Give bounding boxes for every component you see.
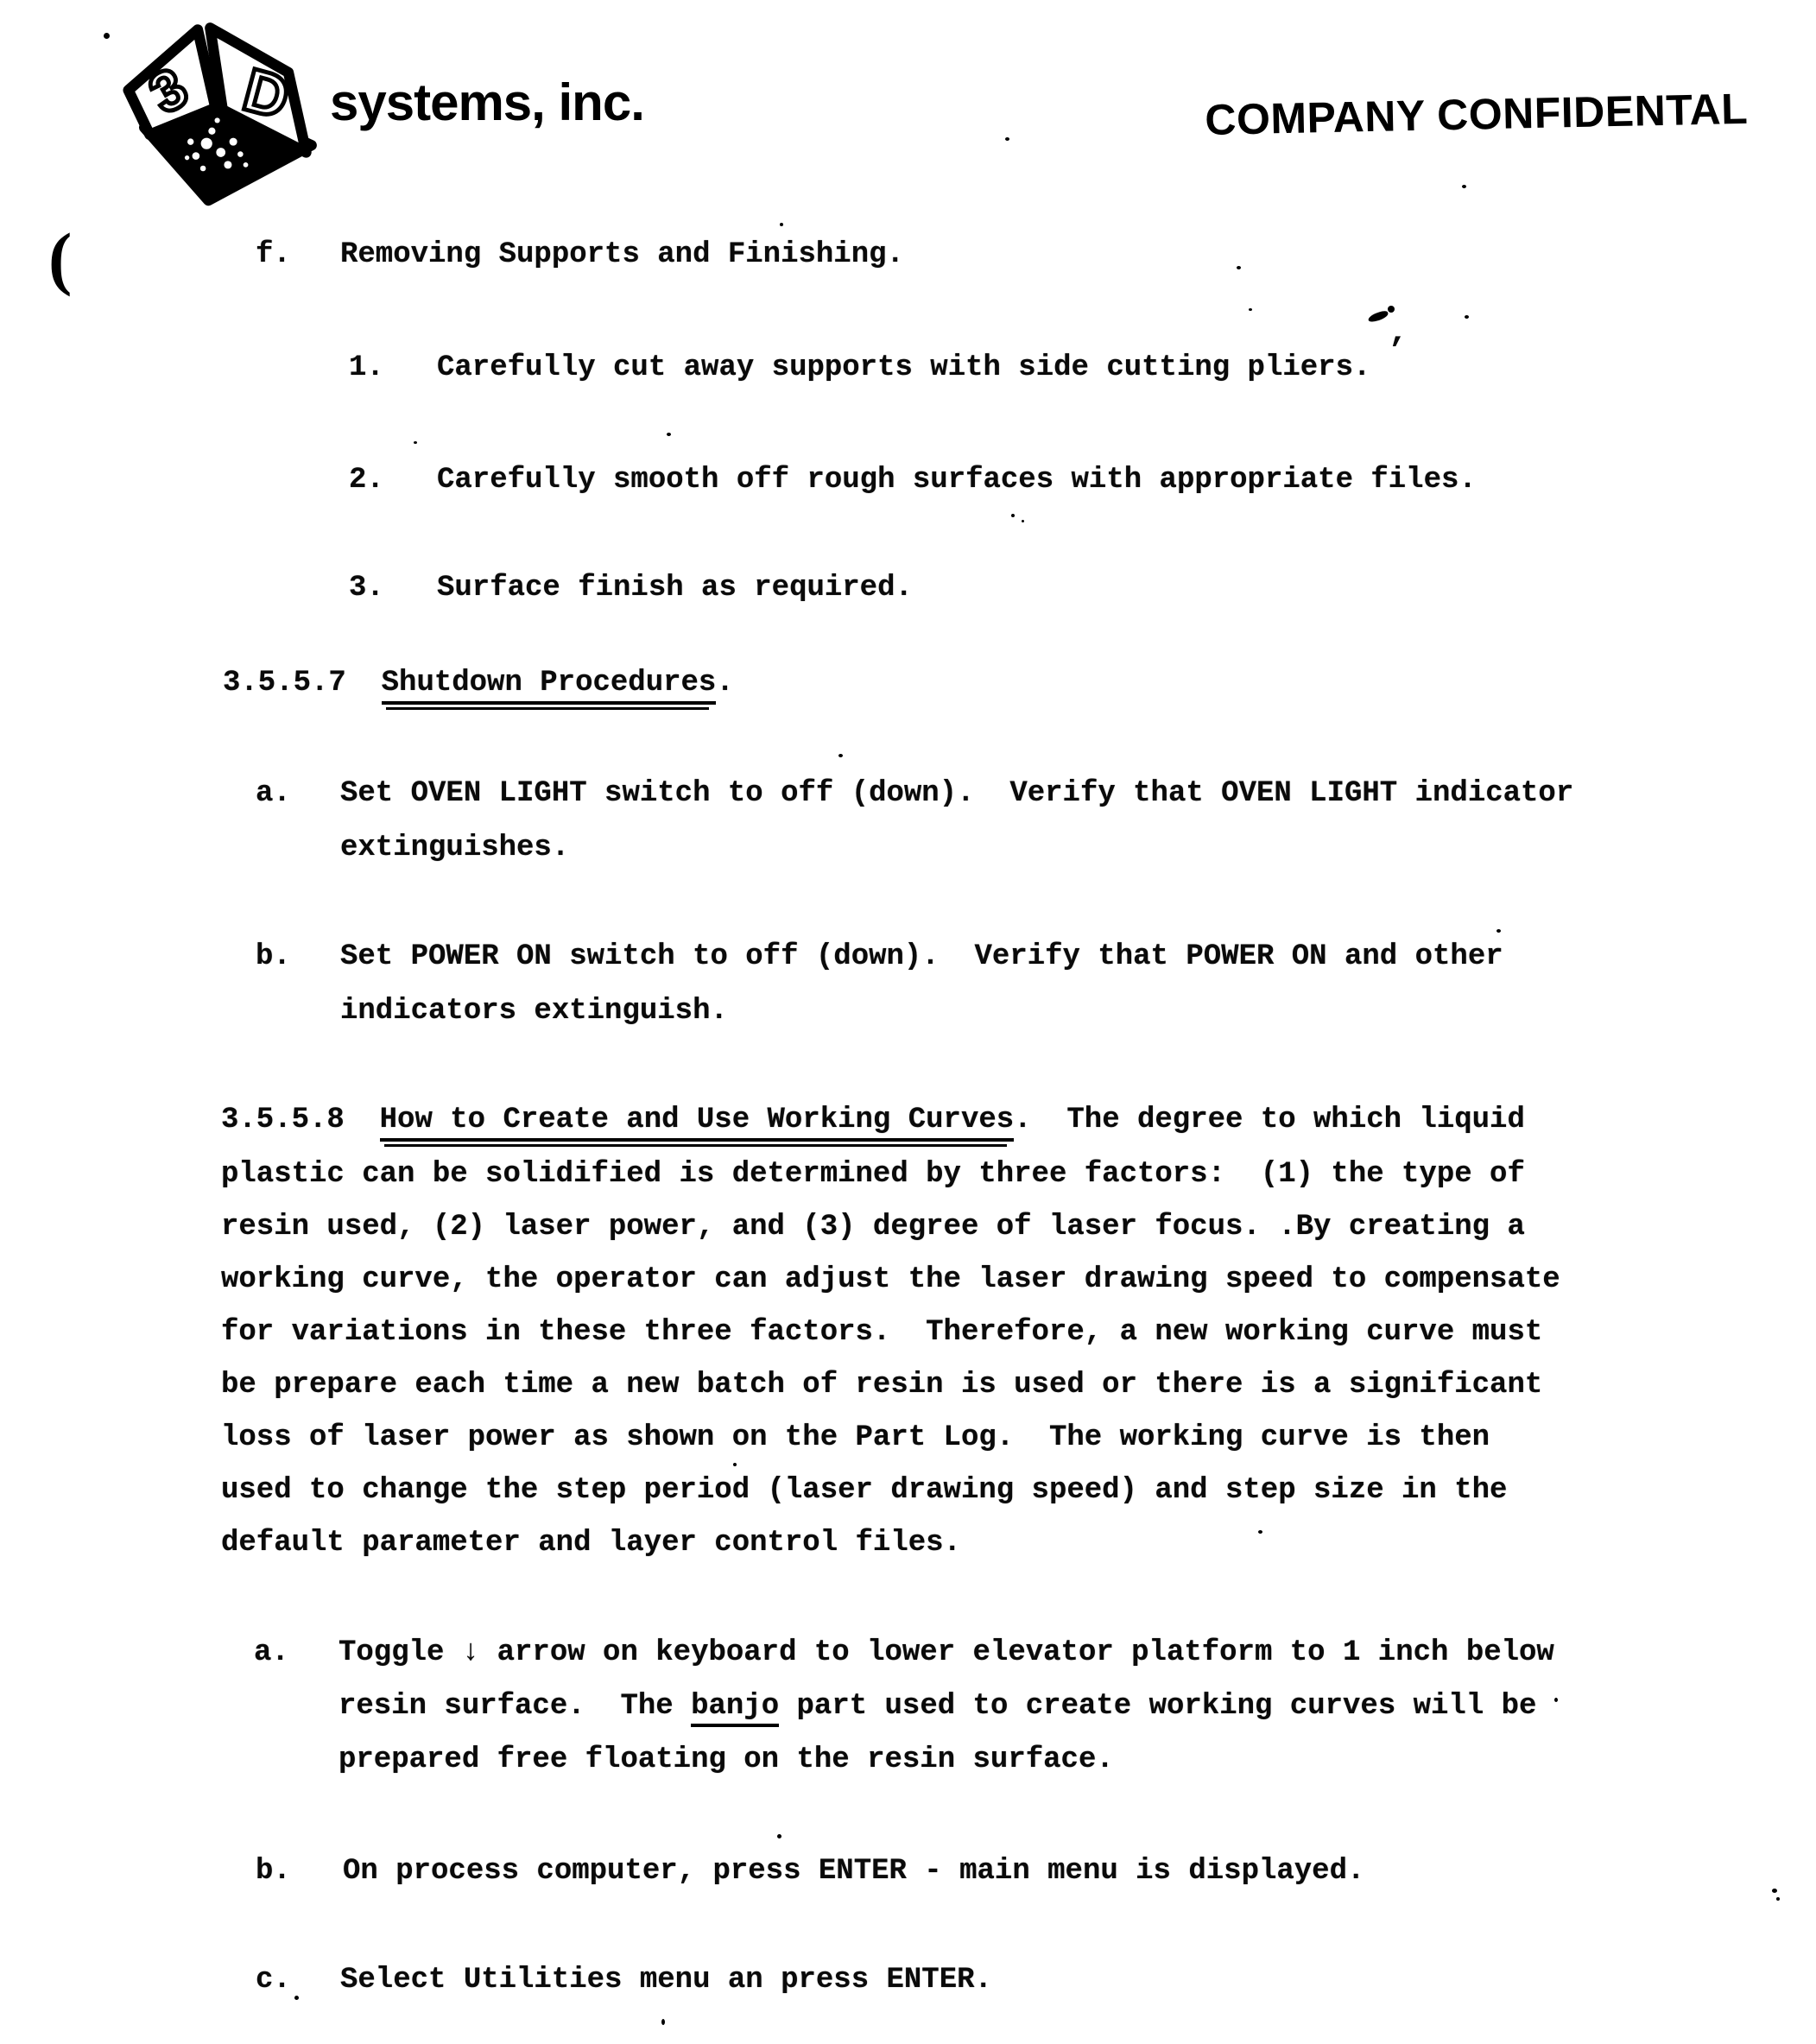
- curve-b-label: b.: [256, 1855, 291, 1888]
- curve-b-text: On process computer, press ENTER - main menu is displayed.: [343, 1855, 1365, 1888]
- confidential-stamp: COMPANY CONFIDENTAL: [1204, 84, 1749, 145]
- scan-noise-squiggle: [1367, 310, 1389, 324]
- step-1-text: Carefully cut away supports with side cutting pliers.: [437, 351, 1371, 384]
- scan-noise-dot: [1496, 929, 1501, 933]
- section-3558-lead: . The degree to which liquid: [1014, 1104, 1525, 1136]
- shutdown-a-label: a.: [256, 777, 291, 810]
- logo-letter-d: D: [236, 55, 296, 132]
- step-2-label: 2.: [349, 464, 384, 497]
- scan-noise-dot: [838, 754, 843, 757]
- curve-a-banjo-underlined: banjo: [691, 1690, 779, 1727]
- section-3558-heading: [221, 1104, 1525, 1142]
- curve-c-label: c.: [256, 1964, 291, 1997]
- section-3557-heading: [223, 668, 734, 705]
- scan-noise-dot: [1465, 315, 1469, 319]
- scan-noise-dot: [1772, 1889, 1777, 1893]
- scan-noise-dot: [1249, 308, 1252, 311]
- curve-a-line3: prepared free floating on the resin surface.: [339, 1743, 1114, 1776]
- paragraph-line: be prepare each time a new batch of resin is used or there is a significant: [221, 1369, 1543, 1402]
- curve-c-text: Select Utilities menu an press ENTER.: [340, 1964, 992, 1997]
- scan-noise-dot: [661, 2019, 665, 2025]
- step-3-label: 3.: [349, 572, 384, 604]
- paragraph-line: for variations in these three factors. Therefore, a new working curve must: [221, 1316, 1543, 1349]
- paragraph-line: loss of laser power as shown on the Part Log. The working curve is then: [221, 1421, 1490, 1454]
- paragraph-line: resin used, (2) laser power, and (3) degree of laser focus. .By creating a: [221, 1211, 1525, 1243]
- section-3557-period: .: [716, 667, 734, 699]
- step-2-text: Carefully smooth off rough surfaces with appropriate files.: [437, 464, 1477, 497]
- scan-noise-dot: [1011, 514, 1015, 517]
- scan-noise-dot: [1388, 306, 1395, 313]
- curve-a-line2: [339, 1691, 1536, 1723]
- brand-name: systems, inc.: [330, 73, 644, 131]
- scan-noise-dot: [1258, 1530, 1262, 1534]
- shutdown-b-line1: Set POWER ON switch to off (down). Verify that POWER ON and other: [340, 940, 1503, 973]
- stray-apostrophe-mark: ’: [1387, 333, 1407, 370]
- scan-noise-dot: [1462, 185, 1466, 188]
- section-3558-number: 3.5.5.8: [221, 1104, 380, 1136]
- scan-noise-dot: [667, 433, 671, 436]
- scan-noise-dot: [733, 1463, 737, 1466]
- item-f-label: f.: [256, 238, 291, 271]
- item-f-text: Removing Supports and Finishing.: [340, 238, 904, 271]
- curve-a-line1: Toggle ↓ arrow on keyboard to lower elevator platform to 1 inch below: [339, 1636, 1554, 1669]
- step-1-label: 1.: [349, 351, 384, 384]
- section-3557-number: 3.5.5.7: [223, 667, 382, 699]
- curve-a-line2-pre: resin surface. The: [339, 1690, 692, 1723]
- paragraph-line: default parameter and layer control files.: [221, 1527, 961, 1560]
- curve-a-label: a.: [254, 1636, 289, 1669]
- company-logo: [109, 17, 351, 229]
- shutdown-b-line2: indicators extinguish.: [340, 995, 728, 1028]
- section-3557-title: Shutdown Procedures: [382, 668, 717, 705]
- scan-noise-dot: [414, 441, 417, 444]
- logo-letter-3: 3: [138, 54, 198, 126]
- shutdown-a-line1: Set OVEN LIGHT switch to off (down). Verify that OVEN LIGHT indicator: [340, 777, 1574, 810]
- shutdown-b-label: b.: [256, 940, 291, 973]
- scan-noise-dot: [1005, 137, 1009, 141]
- scan-noise-dot: [780, 223, 783, 226]
- scan-noise-dot: [1776, 1897, 1780, 1901]
- step-3-text: Surface finish as required.: [437, 572, 913, 604]
- paragraph-line: plastic can be solidified is determined by three factors: (1) the type of: [221, 1158, 1525, 1191]
- scan-noise-dot: [1237, 266, 1241, 269]
- margin-paren-mark: (: [48, 218, 73, 297]
- scan-noise-dot: [294, 1996, 299, 2000]
- scan-noise-dot: [777, 1834, 781, 1838]
- paragraph-line: used to change the step period (laser drawing speed) and step size in the: [221, 1474, 1508, 1507]
- curve-a-line2-post: part used to create working curves will be: [779, 1690, 1537, 1723]
- scan-noise-dot: [1022, 520, 1024, 522]
- section-3558-title: How to Create and Use Working Curves: [380, 1104, 1015, 1142]
- scan-noise-dot: [1554, 1698, 1558, 1702]
- shutdown-a-line2: extinguishes.: [340, 832, 570, 864]
- scan-noise-dot: [104, 33, 110, 39]
- paragraph-line: working curve, the operator can adjust the laser drawing speed to compensate: [221, 1263, 1560, 1296]
